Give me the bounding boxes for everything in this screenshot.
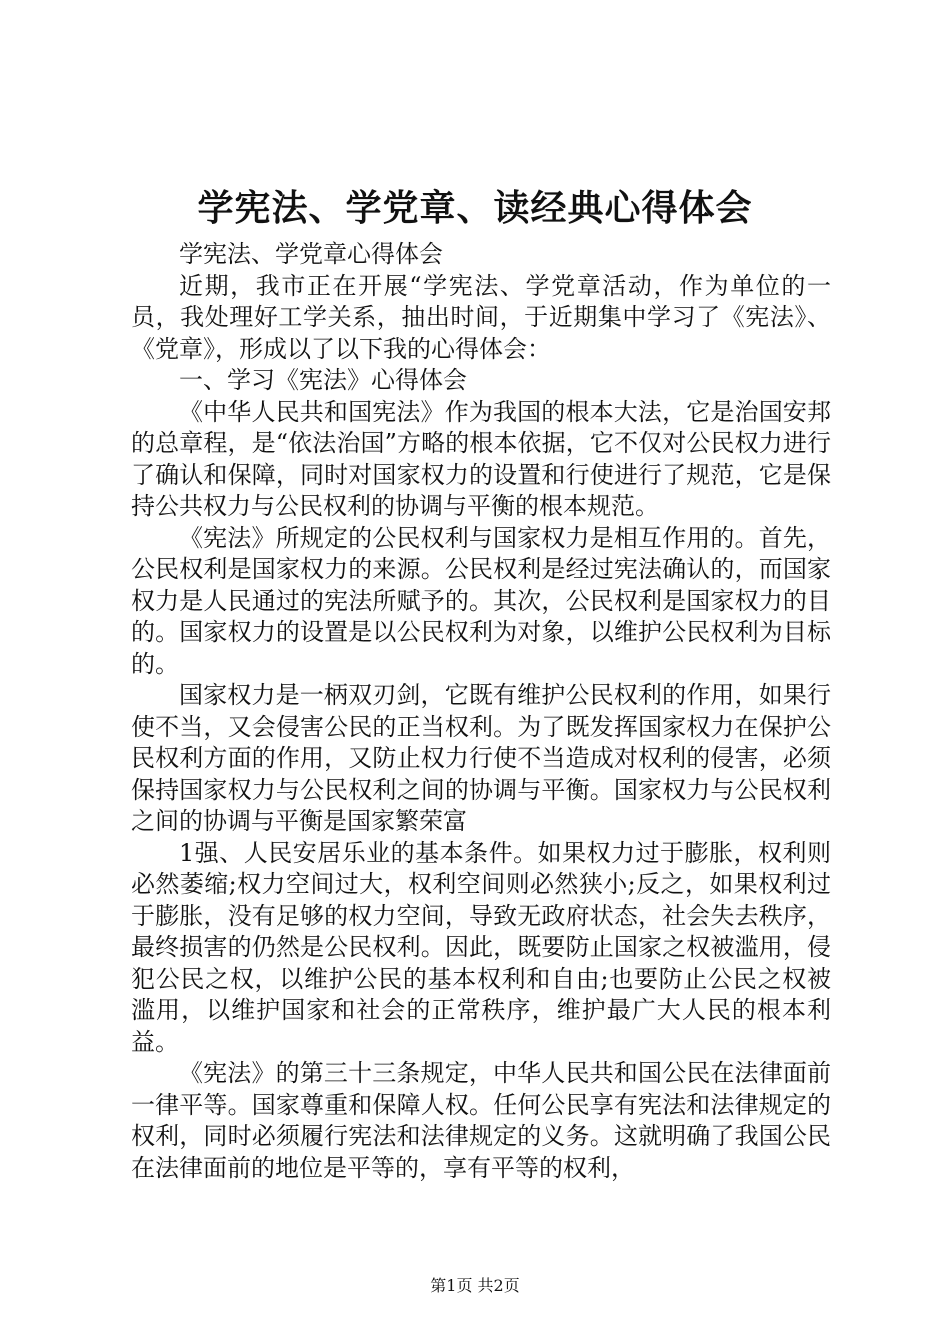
paragraph-subtitle: 学宪法、学党章心得体会 [179,240,443,268]
paragraph-intro: 近期，我市正在开展“学宪法、学党章活动，作为单位的一员，我处理好工学关系，抽出时间，于近期集中学习了《宪法》、《党章》，形成以了以下我的心得体会： [131,271,831,363]
document-body [131,239,831,1184]
paragraph: 1强、人民安居乐业的基本条件。如果权力过于膨胀，权利则必然萎缩;权力空间过大，权利空间则必然狭小;反之，如果权利过于膨胀，没有足够的权力空间，导致无政府状态，社会失去秩序，最终损害的仍然是公民权利。因此，既要防止国家之权被滥用，侵犯公民之权，以维护公民的基本权利和自由;也要防止公民之权被滥用，以维护国家和社会的正常秩序，维护最广大人民的根本利益。 [131,838,831,1056]
document-title: 学宪法、学党章、读经典心得体会 [197,187,753,229]
section-heading: 一、学习《宪法》心得体会 [179,366,467,394]
paragraph: 《宪法》所规定的公民权利与国家权力是相互作用的。首先，公民权利是国家权力的来源。公民权利是经过宪法确认的，而国家权力是人民通过的宪法所赋予的。其次，公民权利是国家权力的目的。国家权力的设置是以公民权利为对象，以维护公民权利为目标的。 [131,523,831,678]
paragraph: 《中华人民共和国宪法》作为我国的根本大法，它是治国安邦的总章程，是“依法治国”方略的根本依据，它不仅对公民权力进行了确认和保障，同时对国家权力的设置和行使进行了规范，它是保持公共权力与公民权利的协调与平衡的根本规范。 [131,397,831,520]
page-number-footer: 第1页 共2页 [430,1276,520,1295]
paragraph: 《宪法》的第三十三条规定，中华人民共和国公民在法律面前一律平等。国家尊重和保障人权。任何公民享有宪法和法律规定的权利，同时必须履行宪法和法律规定的义务。这就明确了我国公民在法律面前的地位是平等的，享有平等的权利， [131,1059,831,1182]
paragraph: 国家权力是一柄双刃剑，它既有维护公民权利的作用，如果行使不当，又会侵害公民的正当权利。为了既发挥国家权力在保护公民权利方面的作用，又防止权力行使不当造成对权利的侵害，必须保持国家权力与公民权利之间的协调与平衡。国家权力与公民权利之间的协调与平衡是国家繁荣富 [131,681,831,835]
